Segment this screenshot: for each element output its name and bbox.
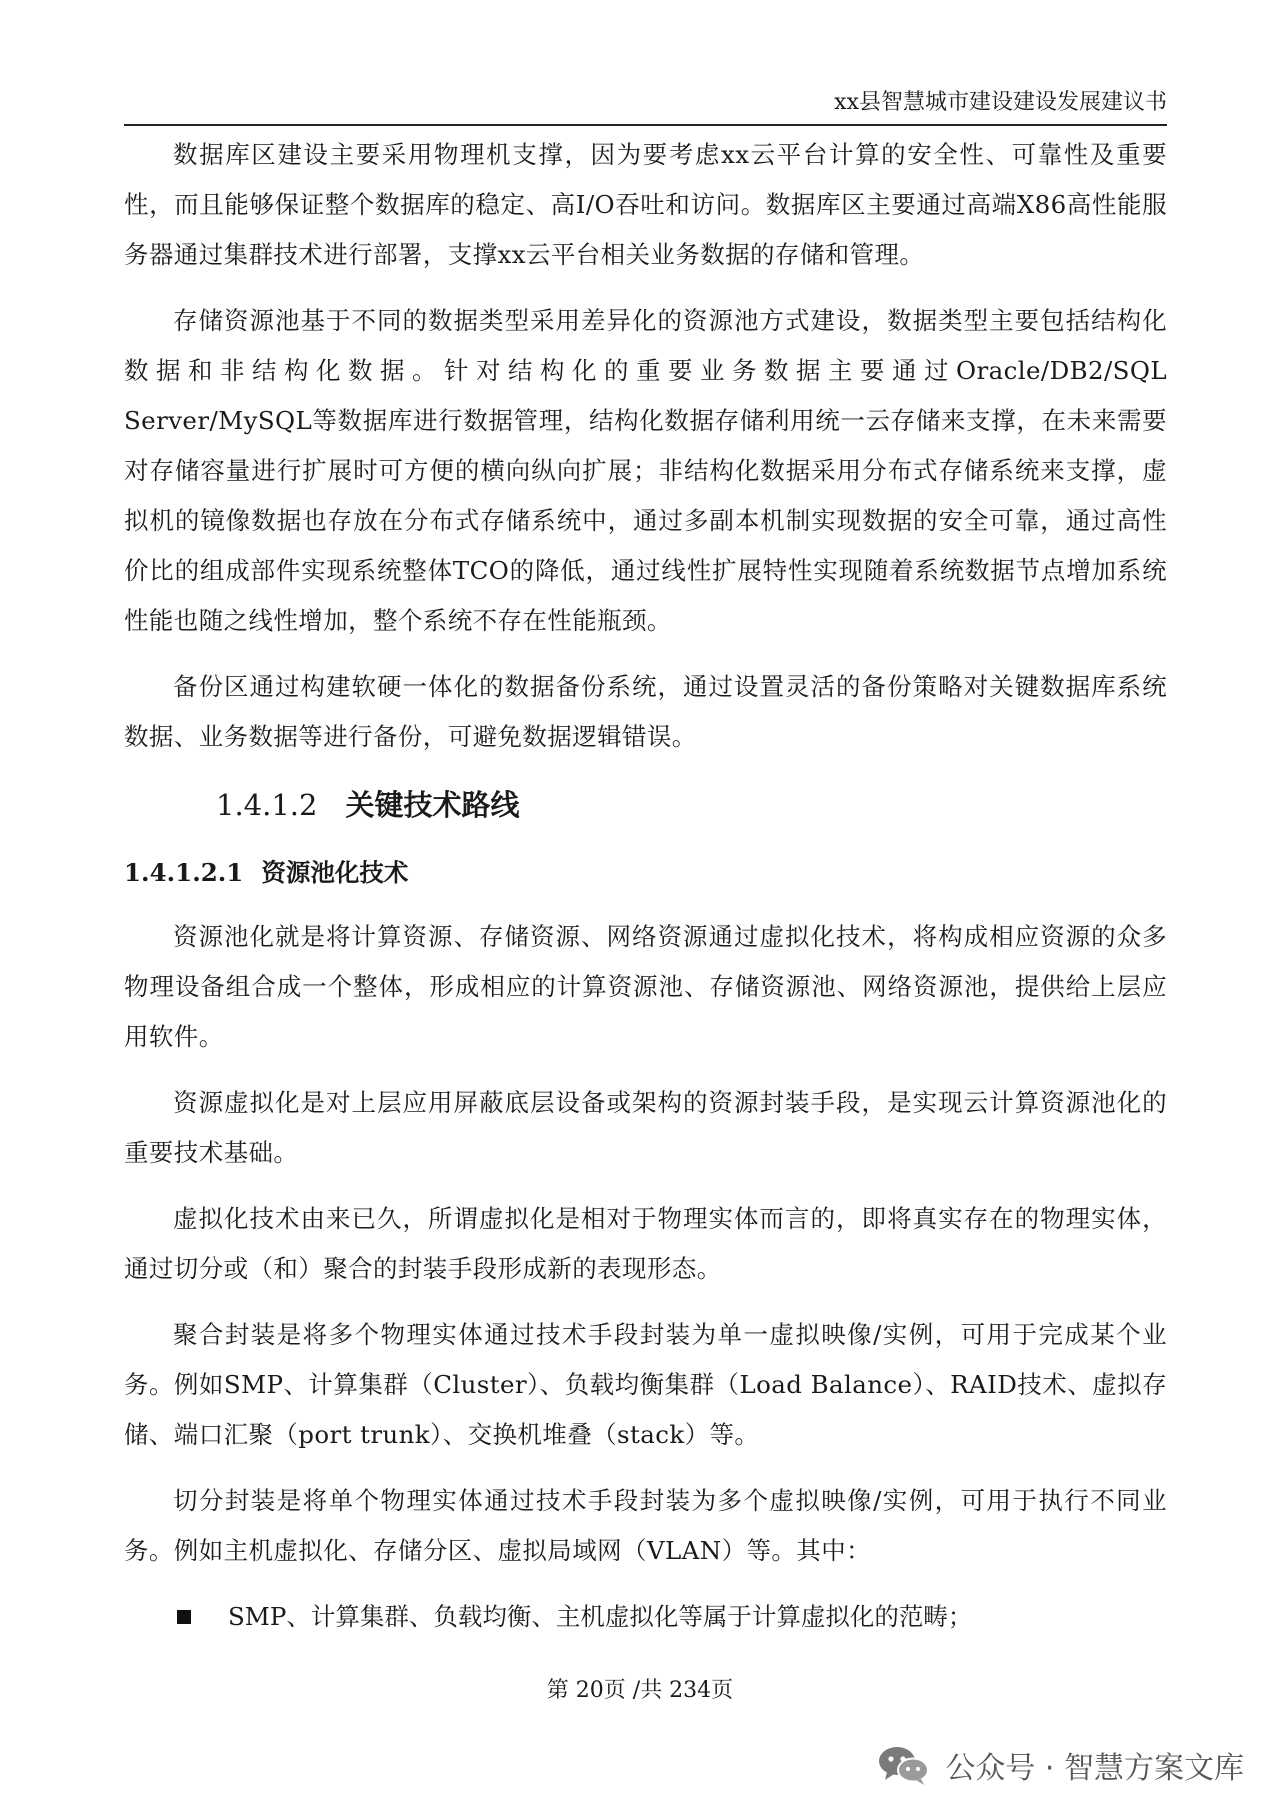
paragraph: 聚合封装是将多个物理实体通过技术手段封装为单一虚拟映像/实例，可用于完成某个业务。例如SMP、计算集群（Cluster）、负载均衡集群（Load Balance）、RAID技术、虚拟存储、端口汇聚（port trunk）、交换机堆叠（stack）等。 bbox=[124, 1320, 1167, 1449]
page-footer bbox=[0, 1676, 1280, 1706]
list-item bbox=[124, 1592, 1167, 1642]
subsection-title: 资源池化技术 bbox=[261, 858, 409, 887]
page-header bbox=[124, 88, 1167, 126]
section-title: 关键技术路线 bbox=[345, 788, 520, 822]
section-heading bbox=[216, 780, 1167, 830]
list-item-text: SMP、计算集群、负载均衡、主机虚拟化等属于计算虚拟化的范畴； bbox=[228, 1602, 973, 1631]
document-body bbox=[124, 130, 1167, 1642]
paragraph: 虚拟化技术由来已久，所谓虚拟化是相对于物理实体而言的，即将真实存在的物理实体，通过切分或（和）聚合的封装手段形成新的表现形态。 bbox=[124, 1204, 1167, 1283]
subsection-number: 1.4.1.2.1 bbox=[124, 858, 244, 887]
watermark-text: 公众号 · 智慧方案文库 bbox=[945, 1751, 1244, 1786]
paragraph: 存储资源池基于不同的数据类型采用差异化的资源池方式建设，数据类型主要包括结构化数据和非结构化数据。针对结构化的重要业务数据主要通过Oracle/DB2/SQL Server/MySQL等数据库进行数据管理，结构化数据存储利用统一云存储来支撑，在未来需要对存储容量进行扩展时可方便的横向纵向扩展；非结构化数据采用分布式存储系统来支撑，虚拟机的镜像数据也存放在分布式存储系统中，通过多副本机制实现数据的安全可靠，通过高性价比的组成部件实现系统整体TCO的降低，通过线性扩展特性实现随着系统数据节点增加系统性能也随之线性增加，整个系统不存在性能瓶颈。 bbox=[124, 306, 1167, 635]
square-bullet-icon bbox=[177, 1610, 191, 1624]
paragraph: 资源虚拟化是对上层应用屏蔽底层设备或架构的资源封装手段，是实现云计算资源池化的重要技术基础。 bbox=[124, 1088, 1167, 1167]
page-number: 第 20页 /共 234页 bbox=[546, 1678, 734, 1703]
watermark bbox=[877, 1740, 1244, 1790]
subsection-heading bbox=[124, 848, 1167, 898]
paragraph: 切分封装是将单个物理实体通过技术手段封装为多个虚拟映像/实例，可用于执行不同业务。例如主机虚拟化、存储分区、虚拟局域网（VLAN）等。其中： bbox=[124, 1486, 1167, 1565]
wechat-icon bbox=[877, 1744, 931, 1786]
paragraph: 数据库区建设主要采用物理机支撑，因为要考虑xx云平台计算的安全性、可靠性及重要性，而且能够保证整个数据库的稳定、高I/O吞吐和访问。数据库区主要通过高端X86高性能服务器通过集群技术进行部署，支撑xx云平台相关业务数据的存储和管理。 bbox=[124, 140, 1167, 269]
paragraph: 资源池化就是将计算资源、存储资源、网络资源通过虚拟化技术，将构成相应资源的众多物理设备组合成一个整体，形成相应的计算资源池、存储资源池、网络资源池，提供给上层应用软件。 bbox=[124, 922, 1167, 1051]
paragraph: 备份区通过构建软硬一体化的数据备份系统，通过设置灵活的备份策略对关键数据库系统数据、业务数据等进行备份，可避免数据逻辑错误。 bbox=[124, 672, 1167, 751]
section-number: 1.4.1.2 bbox=[216, 788, 318, 822]
header-title: xx县智慧城市建设建设发展建议书 bbox=[834, 90, 1167, 115]
